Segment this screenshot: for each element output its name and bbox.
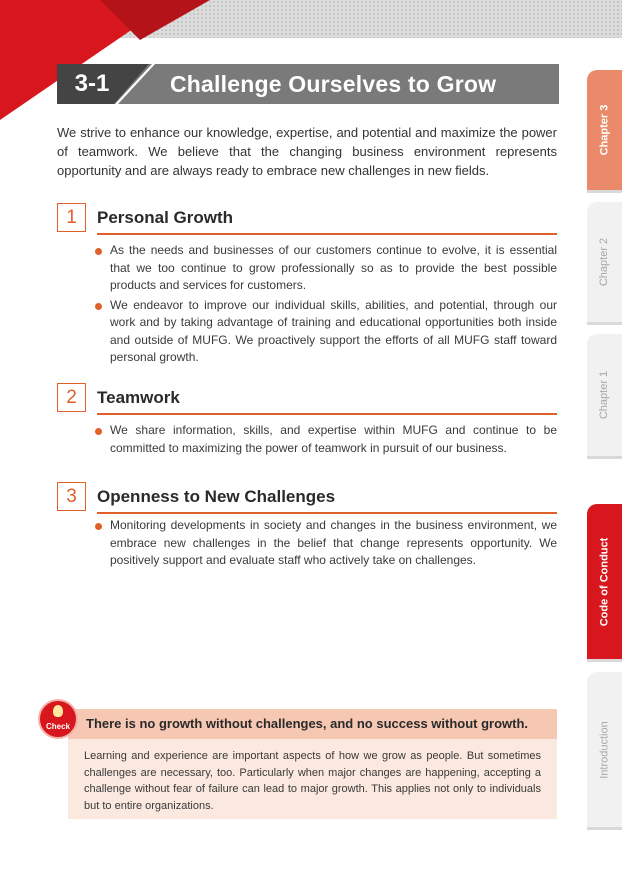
tab-label: Chapter 1	[598, 370, 611, 420]
openness-list	[95, 517, 557, 572]
item-heading-teamwork: Teamwork	[97, 386, 557, 415]
teamwork-list	[95, 422, 557, 459]
tab-label: Chapter 2	[598, 237, 611, 287]
check-badge-label: Check	[45, 722, 70, 731]
page-title: Challenge Ourselves to Grow	[170, 71, 497, 97]
item-heading-personal-growth: Personal Growth	[97, 206, 557, 235]
intro-paragraph: We strive to enhance our knowledge, expertise, and potential and maximize the power of teamwork. We believe that the changing business environment represents opportunity and are always ready to embrace new challenges in new fields.	[57, 125, 557, 178]
item-number-3: 3	[57, 482, 86, 511]
tab-chapter-2[interactable]	[587, 202, 622, 322]
list-item: Monitoring developments in society and changes in the business environment, we embrace new challenges in the belief that change represents opportunity. We positively support and evaluate staff who actively take on challenges.	[95, 517, 557, 570]
bullet-dot-icon	[95, 523, 102, 530]
tab-label: Introduction	[598, 720, 611, 779]
check-body: Learning and experience are important aspects of how we grow as people. But sometimes challenges are necessary, too. Particularly when major changes are happening, accepting a challenge without fear of failure can lead to major growth. This applies not only to individuals but to entire organizations.	[84, 750, 541, 812]
bullet-dot-icon	[95, 428, 102, 435]
lightbulb-icon	[53, 705, 63, 717]
tab-divider	[587, 827, 622, 830]
tab-divider	[587, 456, 622, 459]
tab-divider	[587, 659, 622, 662]
tab-divider	[587, 322, 622, 325]
list-item: We share information, skills, and expertise within MUFG and continue to be committed to maximizing the power of teamwork in pursuit of our business.	[95, 422, 557, 457]
tab-introduction[interactable]	[587, 672, 622, 827]
list-item: We endeavor to improve our individual skills, abilities, and potential, through our work and by taking advantage of training and educational opportunities both inside and outside of MUFG. We proactively support the efforts of all MUFG staff toward personal growth.	[95, 297, 557, 367]
bullet-dot-icon	[95, 303, 102, 310]
section-number: 3-1	[74, 70, 110, 97]
tab-code-of-conduct[interactable]	[587, 504, 622, 659]
item-heading-openness: Openness to New Challenges	[97, 485, 557, 514]
item-number-1: 1	[57, 203, 86, 232]
tab-label: Chapter 3	[598, 104, 611, 156]
corner-dark-triangle	[100, 0, 210, 40]
tab-divider	[587, 190, 622, 193]
list-item: As the needs and businesses of our customers continue to evolve, it is essential that we too continue to grow professionally so as to provide the best possible products and services for customers.	[95, 242, 557, 295]
item-number-2: 2	[57, 383, 86, 412]
tab-chapter-3[interactable]	[587, 70, 622, 190]
check-title: There is no growth without challenges, and no success without growth.	[86, 716, 529, 731]
personal-growth-list	[95, 242, 557, 369]
tab-label: Code of Conduct	[598, 537, 611, 626]
bullet-dot-icon	[95, 248, 102, 255]
tab-chapter-1[interactable]	[587, 334, 622, 456]
